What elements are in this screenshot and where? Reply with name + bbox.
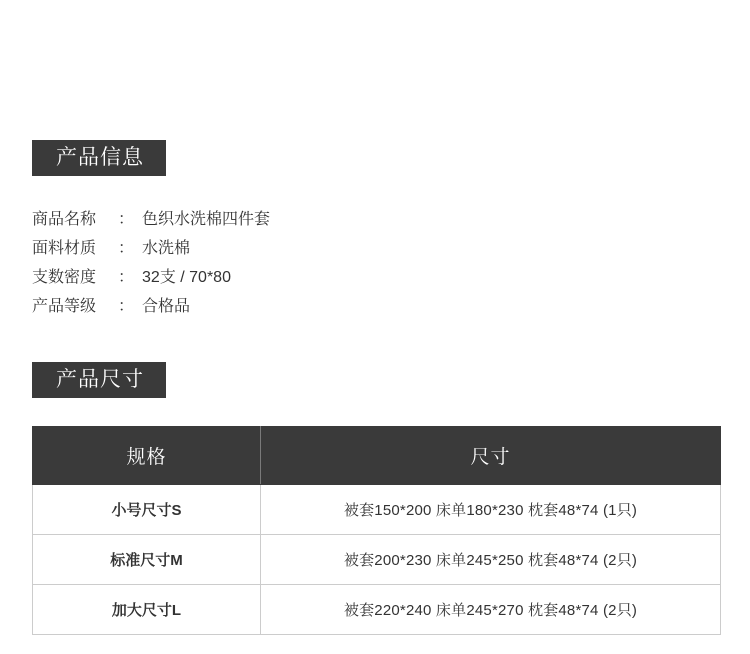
cell-spec: 加大尺寸L <box>33 585 261 635</box>
cell-spec: 小号尺寸S <box>33 485 261 535</box>
info-value: 32支 / 70*80 <box>142 269 231 286</box>
cell-size: 被套220*240 床单245*270 枕套48*74 (2只) <box>261 585 721 635</box>
list-item <box>32 205 592 234</box>
table-header-row <box>33 427 721 485</box>
info-label: 支数密度 <box>32 269 97 286</box>
column-header-spec: 规格 <box>33 427 261 485</box>
cell-size: 被套200*230 床单245*250 枕套48*74 (2只) <box>261 535 721 585</box>
info-value: 色织水洗棉四件套 <box>142 211 271 228</box>
table-body <box>33 485 721 635</box>
info-label: 产品等级 <box>32 298 97 315</box>
info-value: 水洗棉 <box>142 240 191 257</box>
info-value: 合格品 <box>142 298 191 315</box>
column-header-size: 尺寸 <box>261 427 721 485</box>
info-colon: ： <box>118 269 135 286</box>
product-info-list <box>32 205 592 321</box>
info-label: 商品名称 <box>32 211 97 228</box>
product-size-heading: 产品尺寸 <box>32 362 166 398</box>
info-label: 面料材质 <box>32 240 97 257</box>
info-colon: ： <box>118 298 135 315</box>
cell-spec: 标准尺寸M <box>33 535 261 585</box>
table-row <box>33 585 721 635</box>
info-colon: ： <box>118 211 135 228</box>
table-row <box>33 535 721 585</box>
info-colon: ： <box>118 240 135 257</box>
product-size-table <box>32 426 721 635</box>
list-item <box>32 263 592 292</box>
table-head <box>33 427 721 485</box>
cell-size: 被套150*200 床单180*230 枕套48*74 (1只) <box>261 485 721 535</box>
product-info-heading: 产品信息 <box>32 140 166 176</box>
list-item <box>32 292 592 321</box>
list-item <box>32 234 592 263</box>
table-row <box>33 485 721 535</box>
